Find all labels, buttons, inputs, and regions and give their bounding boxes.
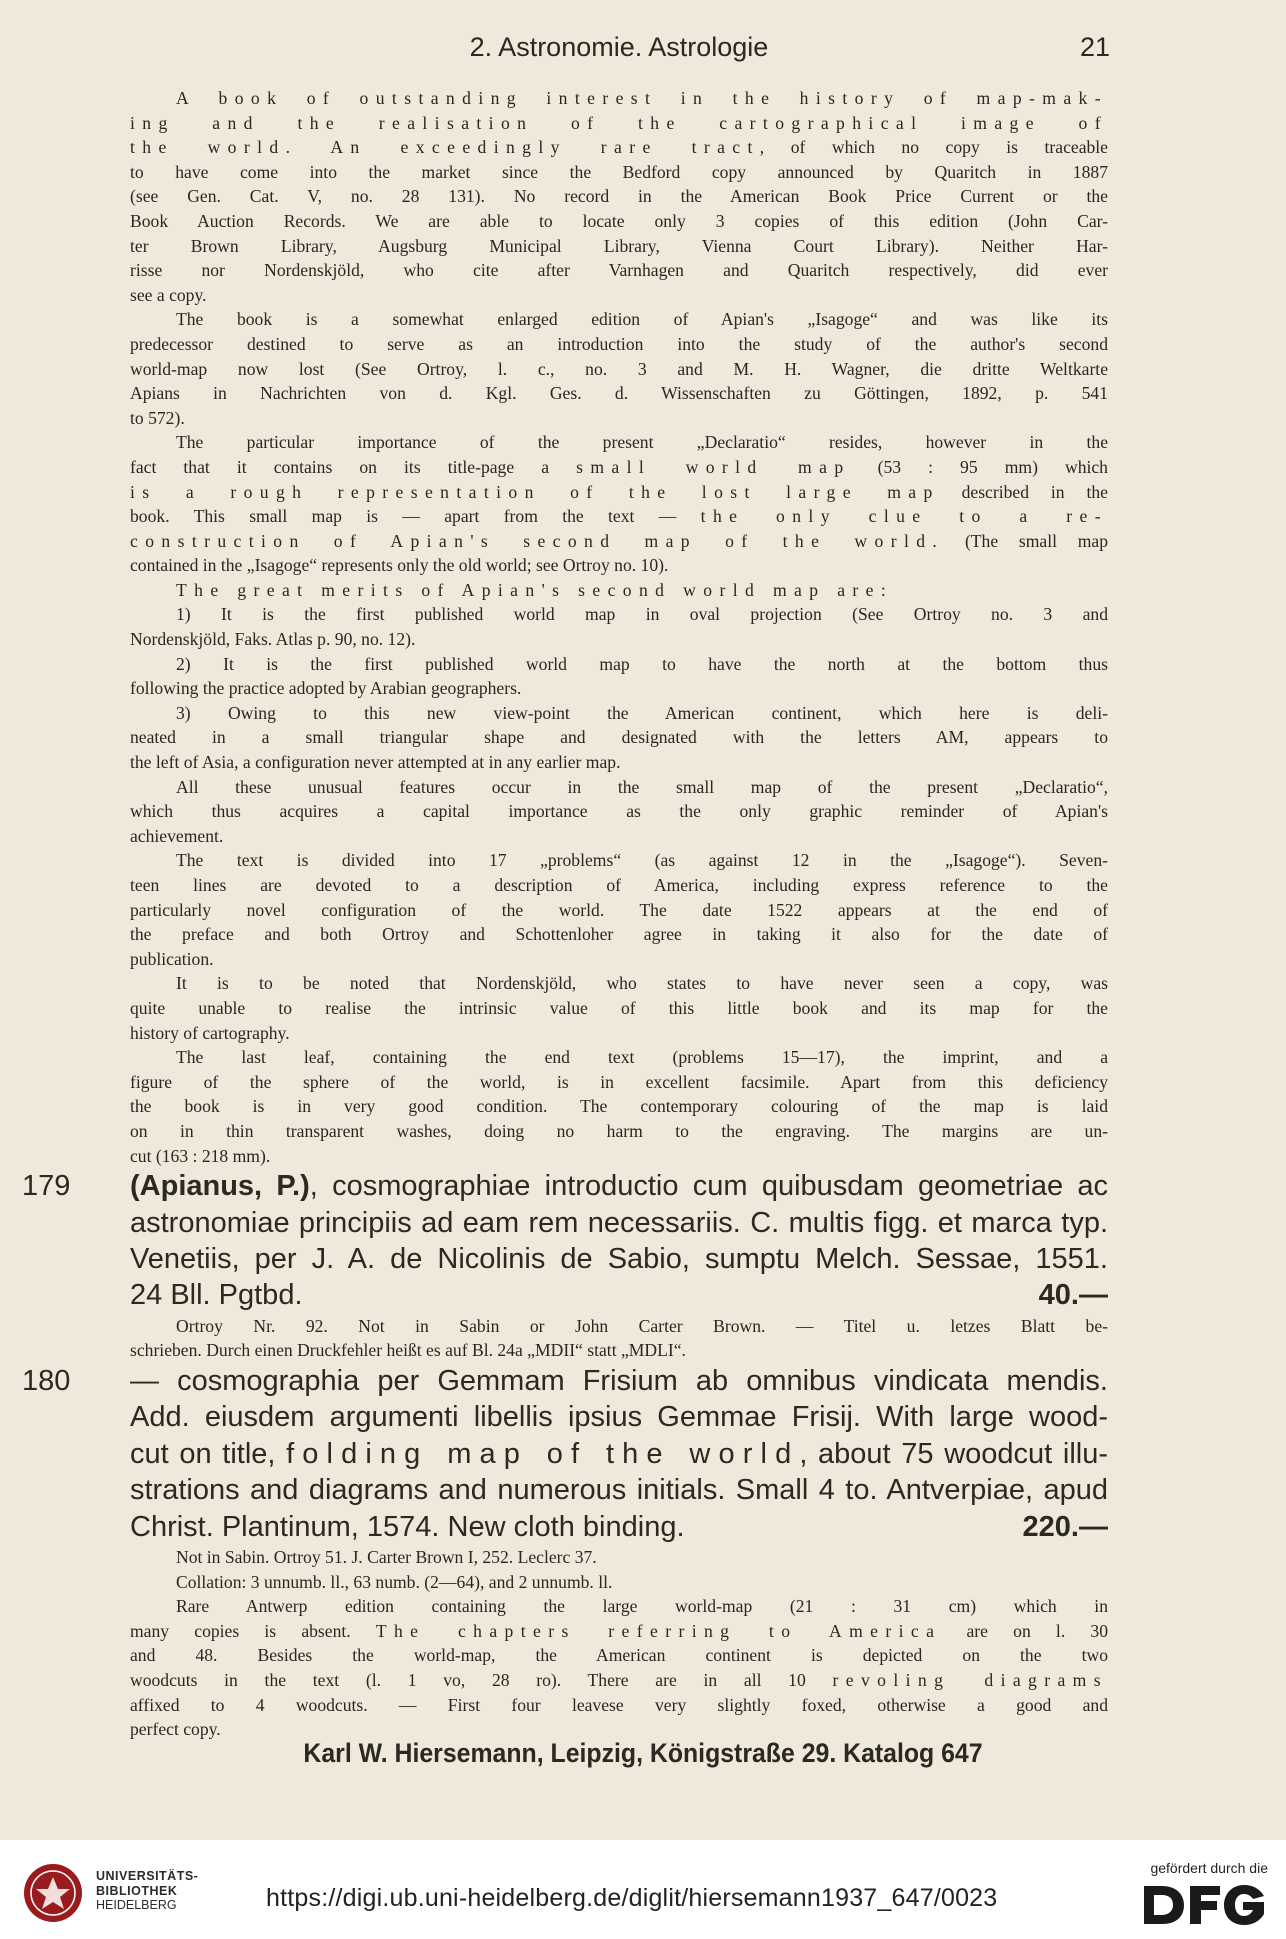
entry-number: 179 [22,1170,71,1203]
page-body [22,86,1109,1742]
text-line [130,996,1108,1021]
page-number: 21 [1079,32,1110,62]
text-run: the preface and both Ortroy and Schottenloher agree in taking it also for the date of [130,924,1108,945]
text-run: history of cartography. [130,1022,290,1043]
text-run: world-map now lost (See Ortroy, l. c., no. 3 and M. H. Wagner, die dritte Weltkarte [130,358,1108,379]
entry-note-line [130,1545,1108,1570]
text-line [130,848,1108,873]
heidelberg-seal-icon [22,1862,84,1924]
text-line [130,234,1108,259]
text-line [130,898,1108,923]
catalog-entries [22,1168,1109,1742]
text-line [130,430,1108,455]
text-run: (53 : 95 mm) which [850,456,1108,477]
text-run: publication. [130,948,214,969]
text-run: Apians in Nachrichten von d. Kgl. Ges. d. Wissenschaften zu Göttingen, 1892, p. 541 [130,383,1108,404]
text-line [130,873,1108,898]
text-line [130,725,1108,750]
text-run: the book is in very good condition. The contemporary colouring of the map is laid [130,1096,1108,1117]
text-run: Ortroy Nr. 92. Not in Sabin or John Carter Brown. — Titel u. letzes Blatt be- [176,1315,1108,1336]
text-run: are on l. 30 [941,1620,1108,1641]
text-run: , of which no copy is traceable [759,137,1108,158]
spaced-emphasis: the world. An exceedingly rare tract [130,137,760,158]
text-line [130,553,1108,578]
text-line [130,258,1108,283]
entry-note-line [130,1643,1108,1668]
text-run: The text is divided into 17 „problems“ (as against 12 in the „Isagoge“). Seven- [176,850,1108,871]
text-run: , about 75 woodcut illu- [799,1437,1108,1470]
entry-number: 180 [22,1364,71,1397]
text-line [130,627,1108,652]
spaced-emphasis: is a rough representation of the lost large map [130,481,940,502]
text-run: 1) It is the first published world map in oval projection (See Ortroy no. 3 and [176,604,1108,625]
text-run: particularly novel configuration of the world. The date 1522 appears at the end of [130,899,1108,920]
entry-title-line [130,1277,1108,1313]
text-line [130,406,1108,431]
spaced-emphasis: ing and the realisation of the cartographical image of [130,112,1108,133]
text-line [130,86,1108,111]
text-run: contained in the „Isagoge“ represents only the old world; see Ortroy no. 10). [130,555,669,576]
entry-title-line [130,1168,1108,1204]
text-run: The last leaf, containing the end text (problems 15—17), the imprint, and a [176,1047,1108,1068]
digitization-strip [0,1840,1286,1939]
entry-note-line [130,1570,1108,1595]
text-run: Book Auction Records. We are able to locate only 3 copies of this edition (John Car- [130,210,1108,231]
entry-title-end: 24 Bll. Pgtbd. [130,1279,303,1312]
text-line [130,160,1108,185]
text-line [130,971,1108,996]
text-run: on in thin transparent washes, doing no harm to the engraving. The margins are un- [130,1120,1108,1141]
text-run: to have come into the market since the Bedford copy announced by Quaritch in 1887 [130,161,1108,182]
text-run: It is to be noted that Nordenskjöld, who states to have never seen a copy, was [176,973,1108,994]
spaced-emphasis: the only clue to a re- [700,506,1109,527]
spaced-emphasis: revoling diagrams [832,1669,1109,1690]
text-run: , cosmographiae introductio cum quibusdam geometriae ac [309,1170,1108,1203]
text-line [130,1119,1108,1144]
entry-note-line [130,1338,1108,1363]
text-run: woodcuts in the text (l. 1 vo, 28 ro). There are in all 10 [130,1669,833,1690]
text-line [130,775,1108,800]
library-name [96,1869,198,1913]
text-line [130,1045,1108,1070]
entry-title-line [130,1472,1108,1508]
text-run: figure of the sphere of the world, is in excellent facsimile. Apart from this deficiency [130,1071,1108,1092]
text-run: ter Brown Library, Augsburg Municipal Library, Vienna Court Library). Neither Har- [130,235,1108,256]
text-run: Rare Antwerp edition containing the large world-map (21 : 31 cm) which in [176,1596,1108,1617]
intro-text [130,86,1108,1168]
entry-price: 40.— [1038,1279,1108,1312]
text-run: to 572). [130,407,185,428]
text-run: 2) It is the first published world map to have the north at the bottom thus [176,653,1108,674]
text-line [130,701,1108,726]
text-run: quite unable to realise the intrinsic value of this little book and its map for the [130,997,1108,1018]
text-line [130,307,1108,332]
entry-note-line [130,1619,1108,1644]
text-line [130,135,1108,160]
catalog-footer: Karl W. Hiersemann, Leipzig, Königstraße 29. Katalog 647 [303,1738,983,1768]
text-line [130,676,1108,701]
funding-note: gefördert durch die [1150,1860,1268,1876]
spaced-emphasis: folding map of the world [286,1437,800,1470]
text-run: and 48. Besides the world-map, the American continent is depicted on the two [130,1645,1108,1666]
text-run: the left of Asia, a configuration never attempted at in any earlier map. [130,752,621,773]
spaced-emphasis: construction of Apian's second map of the world. [130,530,945,551]
text-run: The particular importance of the present „Declaratio“ resides, however in the [176,432,1108,453]
text-run: following the practice adopted by Arabian geographers. [130,678,522,699]
text-line [130,332,1108,357]
entry-note-line [130,1594,1108,1619]
running-head [128,32,1110,72]
text-run: (The small map [944,530,1108,551]
text-line [130,504,1108,529]
text-run: teen lines are devoted to a description of America, including express reference to the [130,875,1108,895]
text-run: predecessor destined to serve as an introduction into the study of the author's second [130,333,1108,354]
entry-title-line [130,1399,1108,1435]
catalog-entry [22,1363,1109,1742]
text-run: Not in Sabin. Ortroy 51. J. Carter Brown I, 252. Leclerc 37. [176,1546,597,1567]
text-line [130,283,1108,308]
text-run: astronomiae principiis ad eam rem necessariis. C. multis figg. et marca typ. [130,1206,1108,1239]
text-run: Add. eiusdem argumenti libellis ipsius Gemmae Frisij. With large wood- [130,1401,1108,1434]
text-line [130,799,1108,824]
text-run: risse nor Nordenskjöld, who cite after Varnhagen and Quaritch respectively, did ever [130,260,1108,281]
text-line [130,602,1108,627]
entry-price: 220.— [1022,1510,1108,1543]
source-url-link[interactable]: https://digi.ub.uni-heidelberg.de/diglit/hiersemann1937_647/0023 [266,1884,998,1912]
text-line [130,480,1108,505]
text-run: which thus acquires a capital importance as the only graphic reminder of Apian's [130,801,1108,822]
text-run: strations and diagrams and numerous initials. Small 4 to. Antverpiae, apud [130,1474,1108,1507]
entry-note-line [130,1693,1108,1718]
text-line [130,357,1108,382]
text-line [130,1021,1108,1046]
text-run: see a copy. [130,284,207,305]
text-line [130,209,1108,234]
text-line [130,652,1108,677]
text-run: perfect copy. [130,1719,221,1740]
dfg-logo-icon [1140,1882,1268,1928]
text-run: Collation: 3 unnumb. ll., 63 numb. (2—64), and 2 unnumb. ll. [176,1571,613,1592]
entry-title-line [130,1363,1108,1399]
text-line [130,922,1108,947]
text-run: — cosmographia per Gemmam Frisium ab omnibus vindicata mendis. [130,1364,1108,1397]
entry-title-line [130,1205,1108,1241]
running-head-title: 2. Astronomie. Astrologie [469,32,769,62]
entry-title-line [130,1241,1108,1277]
text-line [130,111,1108,136]
library-name-line: UNIVERSITÄTS- [96,1869,199,1883]
text-line [130,750,1108,775]
text-line [130,529,1108,554]
text-line [130,455,1108,480]
text-run: The book is a somewhat enlarged edition of Apian's „Isagoge“ and was like its [176,309,1108,330]
text-run: Nordenskjöld, Faks. Atlas p. 90, no. 12). [130,629,416,650]
text-run: many copies is absent. [130,1620,376,1641]
spaced-emphasis: The great merits of Apian's second world map are: [176,579,894,600]
text-run: (see Gen. Cat. V, no. 28 131). No record in the American Book Price Current or the [130,186,1108,207]
text-run: cut (163 : 218 mm). [130,1145,271,1166]
text-line [130,184,1108,209]
text-run: Venetiis, per J. A. de Nicolinis de Sabio, sumptu Melch. Sessae, 1551. [130,1242,1108,1275]
text-run: affixed to 4 woodcuts. — First four leavese very slightly foxed, otherwise a good and [130,1694,1108,1715]
entry-note-line [130,1668,1108,1693]
text-run: cut on title, [130,1437,287,1470]
text-run: book. This small map is — apart from the text — [130,506,701,527]
text-run: described in the [939,481,1108,502]
text-line [130,824,1108,849]
library-name-line: HEIDELBERG [96,1898,177,1912]
text-run: neated in a small triangular shape and designated with the letters AM, appears to [130,727,1108,748]
text-line [130,381,1108,406]
text-line [130,1070,1108,1095]
text-run: schrieben. Durch einen Druckfehler heißt es auf Bl. 24a „MDII“ statt „MDLI“. [130,1340,686,1361]
entry-note-line [130,1314,1108,1339]
text-line [130,578,1108,603]
text-run: All these unusual features occur in the small map of the present „Declaratio“, [176,776,1108,797]
author-name: (Apianus, P.) [130,1170,310,1203]
text-line [130,1144,1108,1169]
entry-title-end: Christ. Plantinum, 1574. New cloth binding. [130,1510,685,1543]
spaced-emphasis: A book of outstanding interest in the history of map-mak- [176,88,1108,108]
text-run: 3) Owing to this new view-point the American continent, which here is deli- [176,702,1108,723]
text-run: achievement. [130,825,224,846]
text-line [130,1094,1108,1119]
catalog-entry [22,1168,1108,1363]
text-run: fact that it contains on its title-page a [130,456,577,477]
text-line [130,947,1108,972]
spaced-emphasis: The chapters referring to America [375,1620,942,1641]
entry-title-line [130,1436,1108,1472]
spaced-emphasis: small world map [576,456,851,477]
library-name-line: BIBLIOTHEK [96,1883,178,1898]
entry-title-line [130,1509,1108,1545]
